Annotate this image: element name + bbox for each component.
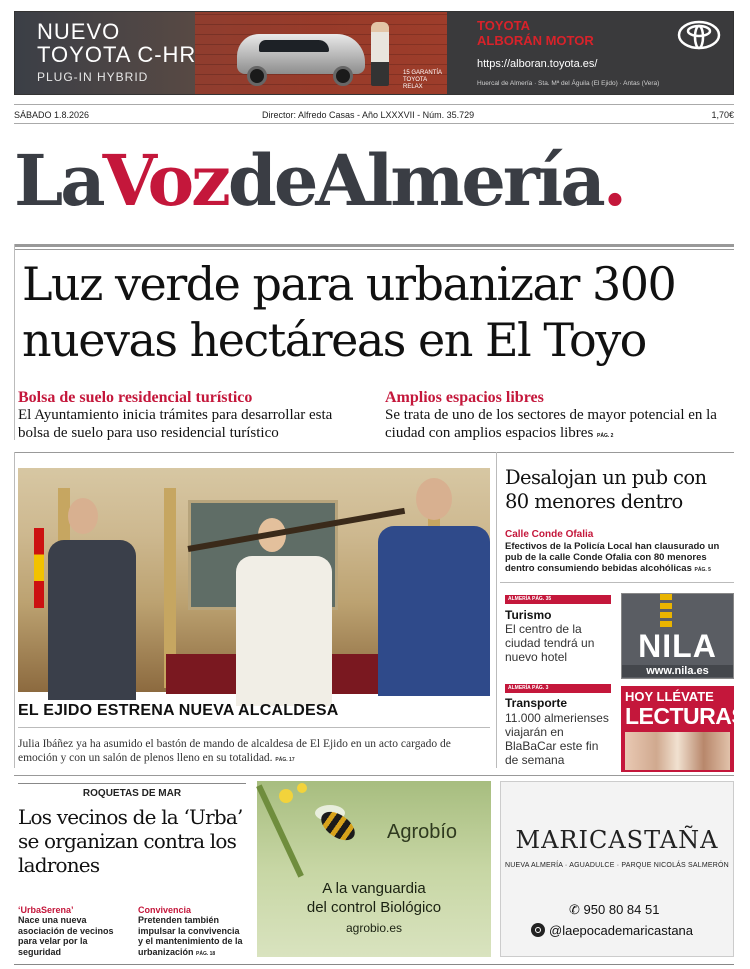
person-body: [378, 526, 490, 696]
brief-tag: ALMERÍA PÁG. 35: [505, 595, 611, 604]
nila-logo-icon: [660, 594, 672, 630]
bottom-right-text: [138, 915, 246, 959]
lead-left-text: El Ayuntamiento inicia trámites para desarrollar esta bolsa de suelo para uso residencial turístico: [18, 407, 333, 441]
page-ref: PÁG. 5: [694, 567, 711, 573]
lead-subcolumn-right: [385, 390, 733, 445]
spain-flag-icon: [34, 528, 44, 608]
flower-icon: [297, 783, 307, 793]
section-divider: [14, 452, 734, 453]
bottom-left-kicker: ‘UrbaSerena’: [18, 905, 74, 915]
toyota-ad-banner[interactable]: [14, 11, 734, 95]
flower-icon: [279, 789, 293, 803]
lead-right-kicker: Amplios espacios libres: [385, 389, 544, 406]
masthead-la: La: [14, 139, 103, 222]
lead-left-kicker: Bolsa de suelo residencial turístico: [18, 389, 253, 406]
person-image: [371, 22, 389, 86]
bottom-subcolumn-left: [18, 905, 126, 957]
masthead-dot: .: [602, 139, 625, 222]
bottom-kicker: ROQUETAS DE MAR: [82, 788, 182, 799]
ad-headline: NUEVO TOYOTA C-HR: [37, 19, 197, 67]
brief-tag: ALMERÍA PÁG. 3: [505, 684, 611, 693]
lead-headline[interactable]: Luz verde para urbanizar 300 nuevas hectáreas en El Toyo: [22, 257, 676, 367]
dealer-address: Huercal de Almería · Sta. Mª del Águila (El Ejido) · Antas (Vera): [477, 80, 660, 87]
agrobio-ad[interactable]: [257, 781, 491, 957]
dealer-name: TOYOTA ALBORÁN MOTOR: [477, 18, 594, 48]
toyota-logo-icon: [677, 20, 721, 50]
dealer-url[interactable]: https://alboran.toyota.es/: [477, 58, 598, 70]
car-wheel-icon: [333, 66, 353, 86]
nila-ad[interactable]: [621, 593, 734, 679]
ad-small-print: 15 GARANTÍA TOYOTA RELAX: [403, 70, 442, 90]
issue-price: 1,70€: [711, 110, 734, 120]
ad-image-panel: [15, 12, 447, 94]
masthead-voz: Voz: [102, 139, 228, 222]
bottom-section-divider: [14, 775, 734, 776]
caption-rule: [18, 727, 490, 728]
maricastana-instagram: [531, 923, 693, 938]
lecturas-line2: LECTURAS: [625, 703, 747, 729]
bottom-story-rule: [18, 783, 246, 784]
phone-icon: ✆: [569, 902, 580, 917]
brief-title-transporte[interactable]: Transporte: [505, 696, 568, 710]
instagram-handle: @laepocademaricastana: [549, 923, 694, 938]
maricastana-ad[interactable]: [500, 781, 734, 957]
agrobio-logo: Agrobío: [387, 821, 458, 843]
photo-caption: [18, 737, 458, 767]
maricastana-logo: MARICASTAÑA: [515, 826, 719, 854]
page-bottom-border: [14, 964, 734, 965]
bottom-subcolumn-right: [138, 905, 246, 959]
brief-text-transporte: 11.000 almerienses viajarán en BlaBaCar este fin de semana: [505, 711, 609, 767]
lead-left-rule: [14, 244, 15, 440]
brief-title-turismo[interactable]: Turismo: [505, 608, 552, 622]
page-ref: PÁG. 18: [196, 950, 216, 957]
photo-caption-text: Julia Ibáñez ya ha asumido el bastón de mando de alcaldesa de El Ejido en un acto cargado de emoción y con un salón de plenos lleno en su totalidad.: [18, 738, 451, 764]
bottom-headline[interactable]: Los vecinos de la ‘Urba’ se organizan contra los ladrones: [18, 805, 243, 877]
page-ref: PÁG. 2: [597, 433, 614, 439]
maricastana-places: NUEVA ALMERÍA · AGUADULCE · PARQUE NICOLÁS SALMERÓN: [505, 862, 729, 869]
masthead-almeria: deAlmería: [227, 139, 603, 222]
pub-text: [505, 541, 727, 576]
lead-photo[interactable]: [18, 468, 490, 692]
issue-director-info: Director: Alfredo Casas - Año LXXXVII - Núm. 35.729: [262, 110, 475, 120]
brief-text-turismo: El centro de la ciudad tendrá un nuevo hotel: [505, 622, 595, 664]
lead-right-text: [385, 406, 733, 445]
pub-text-body: Efectivos de la Policía Local han clausurado un pub de la calle Conde Ofalia con 80 menores dentro consumiendo bebidas alcohólicas: [505, 541, 720, 574]
lead-subcolumn-left: [18, 390, 366, 442]
person-body: [236, 556, 332, 706]
person-head: [68, 498, 98, 534]
ad-dealer-panel: [447, 12, 733, 94]
instagram-icon: [531, 923, 545, 937]
page-ref: PÁG. 17: [275, 757, 295, 763]
person-head: [416, 478, 452, 520]
brief-divider: [500, 582, 734, 583]
agrobio-slogan: A la vanguardia del control Biológico: [306, 880, 442, 916]
pub-headline[interactable]: Desalojan un pub con 80 menores dentro: [505, 466, 707, 513]
phone-number: 950 80 84 51: [583, 902, 660, 917]
lead-right-text-body: Se trata de uno de los sectores de mayor potencial en la ciudad con amplios espacios libres: [385, 407, 717, 441]
newspaper-masthead: [14, 136, 734, 226]
photo-left-rule: [14, 452, 15, 768]
magazine-covers-image: [625, 732, 730, 770]
maricastana-phone: [569, 902, 659, 918]
lecturas-ad[interactable]: [621, 686, 747, 772]
bottom-right-text-body: Pretenden también impulsar la convivencia y el mantenimiento de la urbanización: [138, 915, 243, 957]
column-divider: [496, 452, 497, 768]
bottom-left-text: Nace una nueva asociación de vecinos para velar por la seguridad: [18, 915, 114, 957]
agrobio-web: agrobio.es: [345, 921, 403, 935]
ad-subtitle: PLUG-IN HYBRID: [37, 70, 149, 84]
nila-name: NILA: [638, 628, 717, 664]
lecturas-line1: HOY LLÉVATE: [625, 689, 714, 704]
issue-date: SÁBADO 1.8.2026: [14, 110, 90, 120]
issue-meta-line: [14, 104, 734, 124]
nila-web: www.nila.es: [622, 665, 733, 677]
car-wheel-icon: [247, 66, 267, 86]
person-body: [48, 540, 136, 700]
bottom-right-kicker: Convivencia: [138, 905, 192, 915]
lead-top-rule: [14, 244, 734, 250]
pub-kicker: Calle Conde Ofalia: [505, 529, 594, 540]
photo-headline[interactable]: EL EJIDO ESTRENA NUEVA ALCALDESA: [18, 702, 339, 719]
